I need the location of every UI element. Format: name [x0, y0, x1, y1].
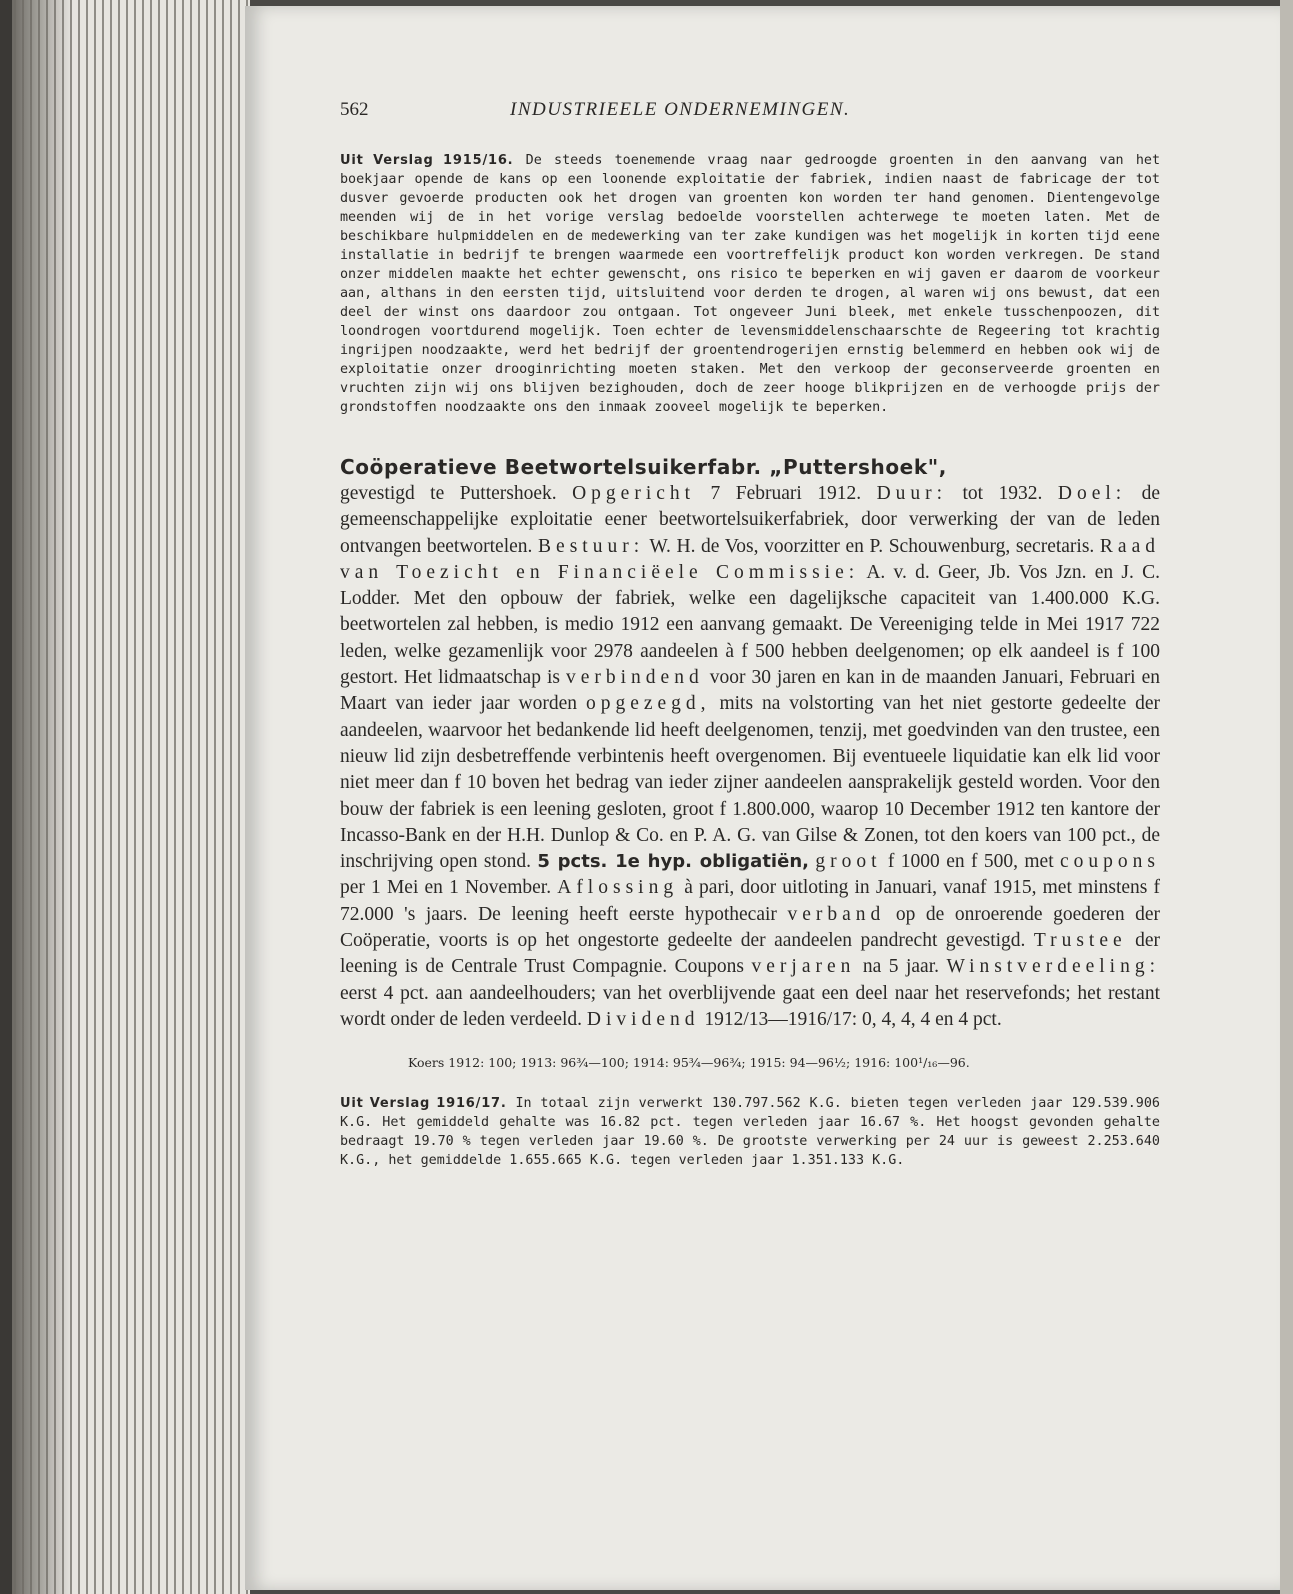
- obligaties-label: 5 pcts. 1e hyp. obligatiën,: [537, 851, 809, 873]
- seat-text: gevestigd te Puttershoek.: [340, 483, 557, 504]
- winst-text: eerst 4 pct. aan aandeelhouders; van het overblijvende gaat een deel naar het reservefonds; het restant wordt onder de leden verdeeld.: [340, 982, 1160, 1030]
- bestuur-label: Bestuur:: [538, 535, 645, 557]
- coupons-text: per 1 Mei en 1 November.: [340, 877, 552, 899]
- dividend-label: Dividend: [586, 1008, 700, 1030]
- report-1915-lead: Uit Verslag 1915/16.: [340, 153, 514, 168]
- trustee-text: der leening is de Centrale Trust Compagnie. Coupons: [340, 930, 1161, 978]
- report-1915-text: De steeds toenemende vraag naar gedroogde groenten in den aanvang van het boekjaar opende de kans op een loonende exploitatie der fabriek, indien naast de fabricage der tot dusver gevoerde producten ook het drogen van groenten kon worden ter hand genomen. Dientengevolge meenden wij de in het vorige verslag bedoelde voorstellen achterwege te moeten laten. Met de beschikbare hulpmiddelen en de medewerking van ter zake kundigen was het mogelijk in korten tijd eene installatie in bedrijf te brengen waarmede een voortreffelijk product kon worden verkregen. De stand onzer middelen maakte het echter gewenscht, ons risico te beperken en wij gaven er daarom de voorkeur aan, althans in den eersten tijd, uitsluitend voor derden te drogen, al waren wij ons bewust, dat een deel der winst ons daardoor zou ontgaan. Tot ongeveer Juni bleek, met enkele tusschenpoozen, dit loondrogen voortdurend mogelijk. Toen echter de levensmiddelenschaarschte de Regeering tot krachtig ingrijpen noodzaakte, werd het bedrijf der groentendrogerijen ernstig belemmerd en hebben ook wij de exploitatie onzer drooginrichting moeten staken. Met den verkoop der geconserveerde groenten en vruchten zijn wij ons blijven bezighouden, doch de zeer hooge blikprijzen en de verhoogde prijs der grondstoffen noodzaakte ons den inmaak zooveel mogelijk te beperken.: [340, 153, 1161, 415]
- coupons-label: coupons: [1060, 851, 1161, 873]
- winst-label: Winstverdeeling:: [946, 956, 1161, 978]
- report-1915-paragraph: [340, 151, 1160, 417]
- page-number: 562: [340, 99, 369, 120]
- opgezegd-text: mits na volstorting van het niet gestorte gedeelte der aandeelen, waarvoor het bedankende lid heeft deelgenomen, tenzij, met goedvinden van den trustee, een nieuw lid zijn desbetreffende verbintenis heeft overgenomen. Bij eventueele liquidatie kan elk lid voor niet meer dan f 10 boven het bedrag van ieder zijner aandeelen aansprakelijk gesteld worden. Voor den bouw der fabriek is een leening gesloten, groot f 1.800.000, waarop 10 December 1912 ten kantore der Incasso-Bank en der H.H. Dunlop & Co. en P. A. G. van Gilse & Zonen, tot den koers van 100 pct., de inschrijving open stond.: [340, 693, 1161, 873]
- groot-label: groot: [815, 851, 882, 873]
- raad-text: A. v. d. Geer, Jb. Vos Jzn. en J. C. Lodder. Met den opbouw der fabriek, welke een dagelijksche capaciteit van 1.400.000 K.G. beetwortelen zal hebben, is medio 1912 een aanvang gemaakt. De Vereeniging telde in Mei 1917 722 leden, welke gezamenlijk voor 2978 aandeelen à f 500 hebben deelgenomen; op elk aandeel is f 100 gestort. Het lidmaatschap is: [340, 561, 1160, 689]
- opgericht-label: Opgericht: [572, 483, 696, 504]
- doel-text: de gemeenschappelijke exploitatie eener beetwortelsuikerfabriek, door verwerking der van de leden ontvangen beetwortelen.: [340, 483, 1161, 557]
- verbindend-text: voor 30 jaren en kan in de maanden Januari, Februari en Maart van ieder jaar worden: [340, 667, 1161, 715]
- verband-text: op de onroerende goederen der Coöperatie, voorts is op het ongestorte gedeelte der aandeelen pandrecht gevestigd.: [340, 903, 1161, 952]
- groot-text: f 1000 en f 500, met: [887, 851, 1054, 873]
- page-content: [340, 95, 1160, 1170]
- duur-label: Duur:: [876, 483, 948, 504]
- aflossing-label: Aflossing: [557, 877, 679, 899]
- doel-label: Doel:: [1057, 483, 1127, 504]
- running-head: INDUSTRIEELE ONDERNEMINGEN.: [510, 99, 851, 120]
- company-title: Coöperatieve Beetwortelsuikerfabr. „Puttershoek",: [340, 455, 947, 479]
- duur-text: tot 1932.: [962, 483, 1043, 504]
- page-right-edge: [1280, 0, 1293, 1594]
- company-description: [340, 481, 1160, 1033]
- page-edges: [0, 0, 250, 1594]
- dividend-text: 1912/13—1916/17: 0, 4, 4, 4 en 4 pct.: [704, 1008, 1002, 1030]
- verband-label: verband: [787, 903, 886, 925]
- aflossing-text: à pari, door uitloting in Januari, vanaf 1915, met minstens f 72.000 's jaars. De leening heeft eerste hypothecair: [340, 877, 1161, 925]
- page-header: [340, 95, 1160, 129]
- opgericht-text: 7 Februari 1912.: [710, 483, 862, 504]
- verjaren-label: verjaren: [751, 956, 856, 978]
- report-1916-lead: Uit Verslag 1916/17.: [340, 1096, 507, 1112]
- raad-label: Raad van Toezicht en Financiëele Commissie:: [340, 535, 1160, 583]
- trustee-label: Trustee: [1033, 930, 1127, 952]
- opgezegd-label: opgezegd,: [585, 693, 711, 715]
- verjaren-text: na 5 jaar.: [862, 956, 940, 978]
- report-1916-text: In totaal zijn verwerkt 130.797.562 K.G. bieten tegen verleden jaar 129.539.906 K.G. Het gemiddeld gehalte was 16.82 pct. tegen verleden jaar 16.67 %. Het hoogst gevonden gehalte bedraagt 19.70 % tegen verleden jaar 19.60 %. De grootste verwerking per 24 uur is geweest 2.253.640 K.G., het gemiddelde 1.655.665 K.G. tegen verleden jaar 1.351.133 K.G.: [340, 1096, 1160, 1169]
- bestuur-text: W. H. de Vos, voorzitter en P. Schouwenburg, secretaris.: [649, 535, 1095, 557]
- report-1916-paragraph: [340, 1094, 1160, 1170]
- koers-line: Koers 1912: 100; 1913: 96¾—100; 1914: 95¾—96¾; 1915: 94—96½; 1916: 100¹/₁₆—96.: [408, 1055, 970, 1071]
- verbindend-label: verbindend: [565, 667, 704, 689]
